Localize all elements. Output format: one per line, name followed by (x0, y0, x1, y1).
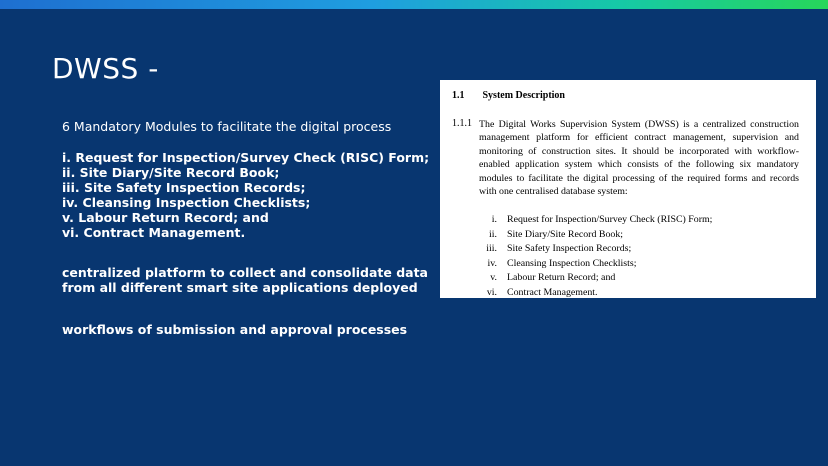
top-gradient-bar (0, 0, 828, 9)
list-numeral: vi. (486, 286, 497, 298)
module-item: ii. Site Diary/Site Record Book; (62, 165, 280, 180)
document-heading (452, 90, 565, 101)
list-numeral: iii. (486, 243, 497, 254)
module-item: iii. Site Safety Inspection Records; (62, 180, 306, 195)
document-list-item (470, 213, 712, 228)
document-list-item (470, 286, 712, 301)
platform-description: centralized platform to collect and consolidate data from all different smart site applications deployed (62, 265, 428, 295)
intro-text: 6 Mandatory Modules to facilitate the digital process (62, 119, 392, 134)
list-text: Site Safety Inspection Records; (507, 243, 632, 254)
heading-text: System Description (482, 90, 565, 101)
document-list-item (470, 271, 712, 286)
heading-number: 1.1 (452, 90, 465, 101)
list-text: Request for Inspection/Survey Check (RISC) Form; (507, 214, 713, 225)
module-item: v. Labour Return Record; and (62, 210, 269, 225)
slide-title: DWSS - (52, 52, 159, 85)
document-list-item (470, 257, 712, 272)
module-item: i. Request for Inspection/Survey Check (RISC) Form; (62, 150, 430, 165)
module-item: iv. Cleansing Inspection Checklists; (62, 195, 311, 210)
list-text: Site Diary/Site Record Book; (507, 228, 624, 240)
document-module-list (470, 213, 712, 300)
list-numeral: v. (490, 272, 497, 283)
list-text: Labour Return Record; and (507, 272, 616, 283)
list-text: Contract Management. (507, 286, 598, 298)
module-item: vi. Contract Management. (62, 225, 246, 240)
list-text: Cleansing Inspection Checklists; (507, 257, 637, 269)
list-numeral: iv. (487, 257, 497, 269)
document-list-item (470, 228, 712, 243)
document-list-item (470, 242, 712, 257)
list-numeral: i. (491, 214, 497, 225)
clause-text: The Digital Works Supervision System (DWSS) is a centralized construction management platform for efficient contract management, supervision and monitoring of construction sites. It should be incorporated with workflow-enabled application system which consists of the following six mandatory modules to facilitate the digital processing of the required forms and records with one centralised database system: (479, 119, 799, 198)
module-list (62, 150, 429, 240)
workflow-description: workflows of submission and approval processes (62, 322, 408, 337)
list-numeral: ii. (489, 228, 497, 240)
clause-number: 1.1.1 (452, 118, 472, 129)
document-excerpt (440, 80, 816, 298)
